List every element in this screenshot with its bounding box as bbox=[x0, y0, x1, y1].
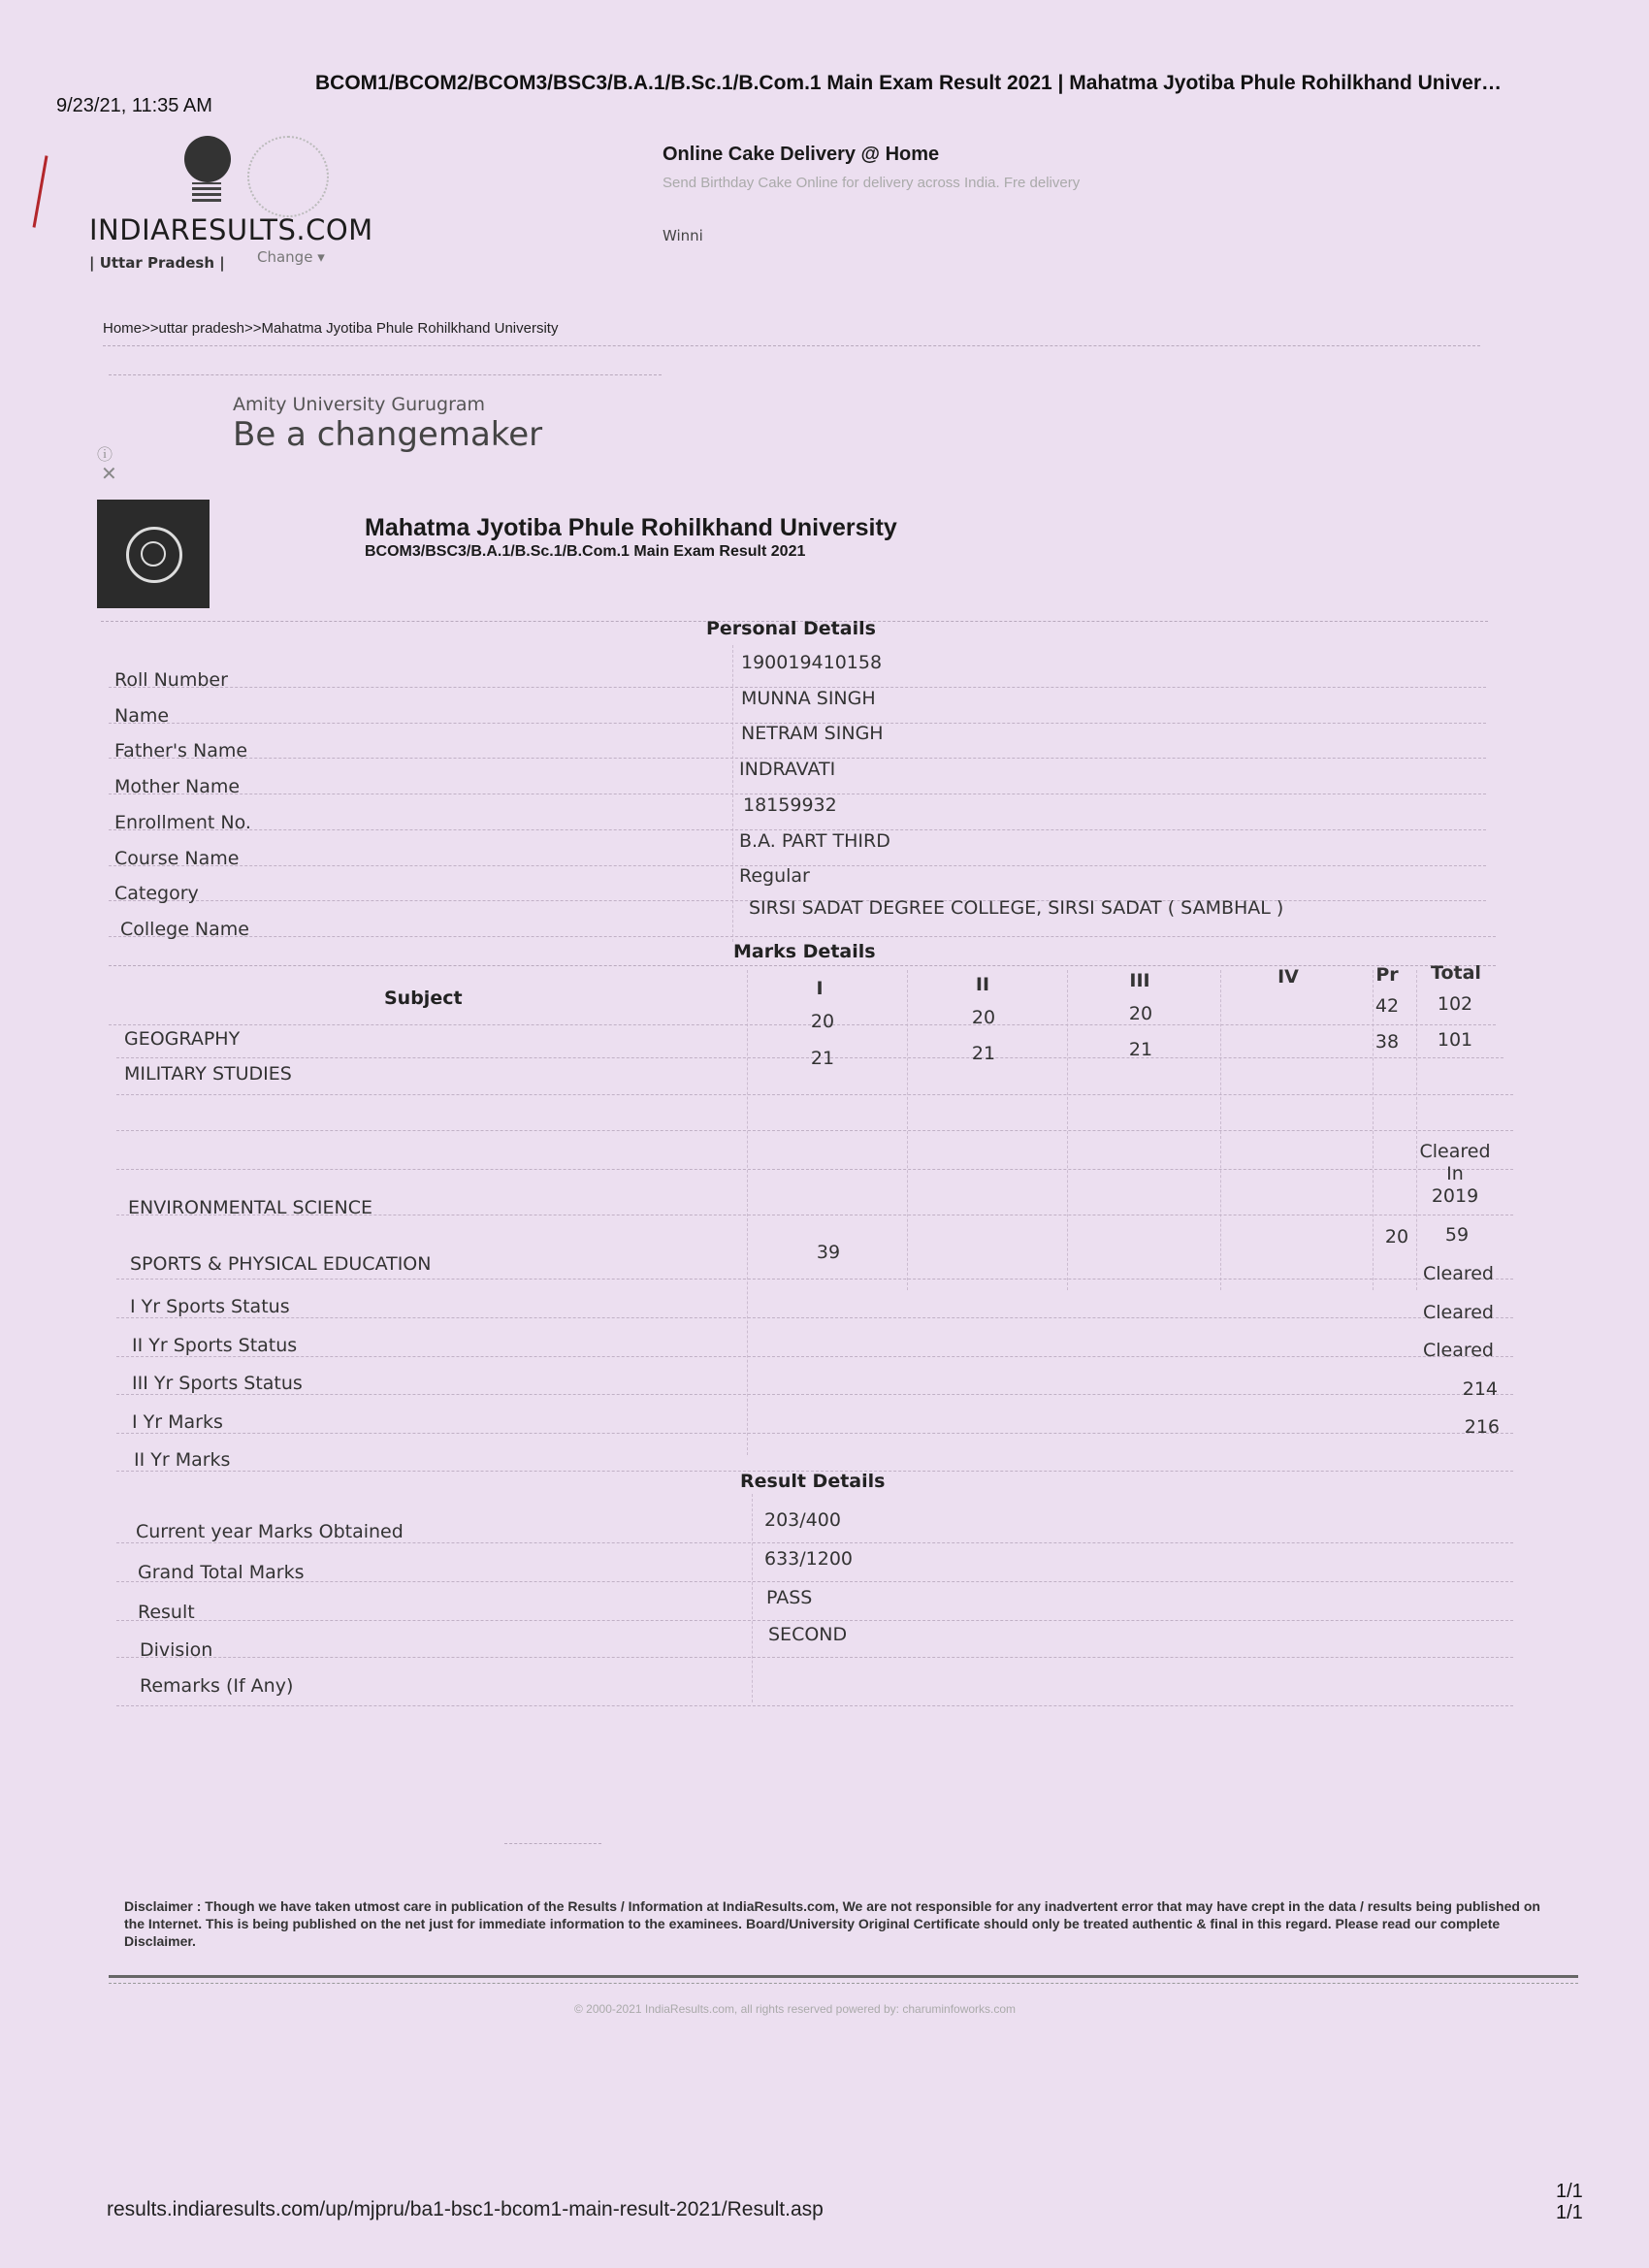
marks-divider bbox=[116, 1433, 1513, 1434]
mother-name-label: Mother Name bbox=[114, 776, 241, 797]
marks-divider bbox=[116, 1279, 1513, 1280]
print-page-title: BCOM1/BCOM2/BCOM3/BSC3/B.A.1/B.Sc.1/B.Com.1 Main Exam Result 2021 | Mahatma Jyotiba Phule Rohilkhand Univer… bbox=[315, 72, 1502, 94]
breadcrumb-state[interactable]: uttar pradesh bbox=[158, 320, 244, 337]
breadcrumb-home[interactable]: Home bbox=[103, 320, 143, 337]
sports-status-3-label: III Yr Sports Status bbox=[132, 1373, 303, 1394]
college-name-value: SIRSI SADAT DEGREE COLLEGE, SIRSI SADAT ( SAMBHAL ) bbox=[749, 897, 1284, 919]
marks-divider bbox=[116, 1317, 1513, 1318]
col-sep bbox=[747, 970, 748, 1455]
result-label: Result bbox=[138, 1602, 195, 1623]
personal-row bbox=[109, 865, 1486, 904]
col-pr-header: Pr bbox=[1375, 964, 1399, 986]
ad-divider bbox=[109, 374, 662, 375]
change-state-link[interactable]: Change ▾ bbox=[257, 248, 325, 266]
logo-stripes-icon bbox=[192, 182, 221, 202]
second-year-marks-label: II Yr Marks bbox=[134, 1449, 231, 1471]
geo-ii: 20 bbox=[971, 1007, 996, 1028]
exam-name: BCOM3/BSC3/B.A.1/B.Sc.1/B.Com.1 Main Exam Result 2021 bbox=[365, 543, 806, 560]
sports-status-2-value: Cleared bbox=[1422, 1302, 1494, 1323]
personal-row bbox=[109, 794, 1486, 833]
grand-total-label: Grand Total Marks bbox=[138, 1562, 305, 1583]
roll-number-label: Roll Number bbox=[114, 669, 228, 691]
personal-row bbox=[109, 897, 1496, 940]
ad-cake-advertiser: Winni bbox=[663, 227, 703, 244]
course-name-label: Course Name bbox=[114, 848, 240, 869]
geo-total: 102 bbox=[1437, 993, 1473, 1015]
logo-seal-icon bbox=[247, 136, 329, 217]
result-value: PASS bbox=[766, 1587, 813, 1608]
col-i-header: I bbox=[816, 978, 824, 999]
mil-iii: 21 bbox=[1128, 1039, 1153, 1060]
college-name-label: College Name bbox=[120, 919, 249, 940]
enrollment-label: Enrollment No. bbox=[114, 812, 251, 833]
course-name-value: B.A. PART THIRD bbox=[739, 830, 890, 852]
site-logo[interactable]: INDIARESULTS.COM bbox=[89, 213, 373, 246]
subject-header: Subject bbox=[384, 988, 463, 1009]
ad-amity-sub[interactable]: Amity University Gurugram bbox=[233, 394, 486, 415]
print-page-number-2: 1/1 bbox=[1556, 2202, 1583, 2223]
subject-environmental: ENVIRONMENTAL SCIENCE bbox=[128, 1197, 372, 1218]
pen-mark bbox=[33, 155, 48, 227]
mother-name-value: INDRAVATI bbox=[739, 759, 836, 780]
result-divider bbox=[116, 1705, 1513, 1706]
personal-row bbox=[109, 688, 1486, 727]
print-datetime: 9/23/21, 11:35 AM bbox=[56, 95, 212, 116]
subject-geography: GEOGRAPHY bbox=[124, 1028, 241, 1050]
mil-pr: 38 bbox=[1374, 1031, 1400, 1053]
geo-pr: 42 bbox=[1374, 995, 1400, 1017]
chevron-down-icon: ▾ bbox=[317, 248, 325, 266]
env-total: Cleared In 2019 bbox=[1419, 1141, 1491, 1207]
ad-cake-title[interactable]: Online Cake Delivery @ Home bbox=[663, 144, 940, 165]
subject-military: MILITARY STUDIES bbox=[124, 1063, 292, 1085]
personal-row bbox=[109, 723, 1486, 759]
mil-ii: 21 bbox=[971, 1043, 996, 1064]
footer-rule-dotted bbox=[109, 1983, 1578, 1984]
subject-sports: SPORTS & PHYSICAL EDUCATION bbox=[130, 1253, 432, 1275]
col-total-header: Total bbox=[1431, 962, 1481, 984]
second-year-marks-value: 216 bbox=[1464, 1416, 1500, 1438]
breadcrumb-divider bbox=[103, 345, 1480, 346]
sports-total: 59 bbox=[1444, 1224, 1470, 1246]
enrollment-value: 18159932 bbox=[743, 794, 837, 816]
marks-divider bbox=[116, 1169, 1513, 1170]
result-details-heading: Result Details bbox=[740, 1471, 886, 1492]
personal-row bbox=[109, 652, 1486, 691]
result-divider bbox=[116, 1657, 1513, 1658]
category-label: Category bbox=[114, 883, 199, 904]
disclaimer-text: Disclaimer : Though we have taken utmost care in publication of the Results / Information at IndiaResults.com, We are not responsible for any inadvertent error that may have crept in the data / results being published on the Internet. This is being published on the net just for immediate information to the examinees. Board/University Original Certificate should only be treated authentic & final in this regard. Please read our complete Disclaimer. bbox=[124, 1898, 1540, 1949]
ad-close-icon[interactable]: ✕ bbox=[101, 462, 117, 485]
name-label: Name bbox=[114, 705, 170, 727]
ad-cake-desc: Send Birthday Cake Online for delivery across India. Fre delivery bbox=[663, 175, 1081, 191]
print-page-number: 1/1 bbox=[1556, 2181, 1583, 2202]
marks-divider bbox=[116, 1394, 1513, 1395]
sports-status-3-value: Cleared bbox=[1422, 1340, 1494, 1361]
result-col-divider bbox=[752, 1494, 753, 1702]
ad-info-icon[interactable]: ⓘ bbox=[97, 445, 113, 464]
division-label: Division bbox=[140, 1639, 213, 1661]
col-ii-header: II bbox=[975, 974, 990, 995]
col-iv-header: IV bbox=[1277, 966, 1299, 988]
sports-status-2-label: II Yr Sports Status bbox=[132, 1335, 298, 1356]
geo-iii: 20 bbox=[1128, 1003, 1153, 1024]
personal-row bbox=[109, 830, 1486, 869]
ad-amity-main[interactable]: Be a changemaker bbox=[233, 415, 543, 454]
col-iii-header: III bbox=[1129, 970, 1150, 991]
personal-details-heading: Personal Details bbox=[706, 618, 876, 639]
sports-i: 39 bbox=[816, 1242, 841, 1263]
result-divider bbox=[116, 1581, 1513, 1582]
current-marks-value: 203/400 bbox=[764, 1509, 841, 1531]
marks-divider bbox=[116, 1094, 1513, 1095]
mil-total: 101 bbox=[1437, 1029, 1473, 1051]
category-value: Regular bbox=[739, 865, 810, 887]
sports-status-1-label: I Yr Sports Status bbox=[130, 1296, 290, 1317]
marks-divider bbox=[116, 1130, 1513, 1131]
division-value: SECOND bbox=[768, 1624, 848, 1645]
sports-status-1-value: Cleared bbox=[1422, 1263, 1494, 1284]
breadcrumb-university[interactable]: Mahatma Jyotiba Phule Rohilkhand University bbox=[261, 320, 559, 337]
footer-rule bbox=[109, 1975, 1578, 1978]
roll-number-value: 190019410158 bbox=[741, 652, 883, 673]
father-name-label: Father's Name bbox=[114, 740, 248, 761]
sports-pr: 20 bbox=[1384, 1226, 1409, 1247]
remarks-label: Remarks (If Any) bbox=[140, 1675, 294, 1697]
first-year-marks-label: I Yr Marks bbox=[132, 1411, 223, 1433]
breadcrumb: Home>>uttar pradesh>>Mahatma Jyotiba Phule Rohilkhand University bbox=[103, 320, 559, 337]
geo-i: 20 bbox=[810, 1011, 835, 1032]
university-name: Mahatma Jyotiba Phule Rohilkhand University bbox=[365, 514, 897, 541]
name-value: MUNNA SINGH bbox=[741, 688, 876, 709]
marks-divider bbox=[116, 1356, 1513, 1357]
ad-placeholder-line bbox=[504, 1843, 601, 1844]
first-year-marks-value: 214 bbox=[1462, 1378, 1498, 1400]
university-emblem-icon bbox=[97, 500, 210, 608]
result-divider bbox=[116, 1542, 1513, 1543]
marks-details-heading: Marks Details bbox=[733, 941, 876, 962]
personal-row bbox=[109, 759, 1486, 797]
grand-total-value: 633/1200 bbox=[764, 1548, 854, 1570]
print-footer-url: results.indiaresults.com/up/mjpru/ba1-bsc1-bcom1-main-result-2021/Result.asp bbox=[107, 2198, 824, 2220]
mil-i: 21 bbox=[810, 1048, 835, 1069]
father-name-value: NETRAM SINGH bbox=[741, 723, 884, 744]
state-label: | Uttar Pradesh | bbox=[89, 254, 225, 272]
current-marks-label: Current year Marks Obtained bbox=[136, 1521, 404, 1542]
result-divider bbox=[116, 1620, 1513, 1621]
logo-globe-icon bbox=[184, 136, 231, 182]
copyright-text: © 2000-2021 IndiaResults.com, all rights reserved powered by: charuminfoworks.com bbox=[574, 2002, 1017, 2016]
